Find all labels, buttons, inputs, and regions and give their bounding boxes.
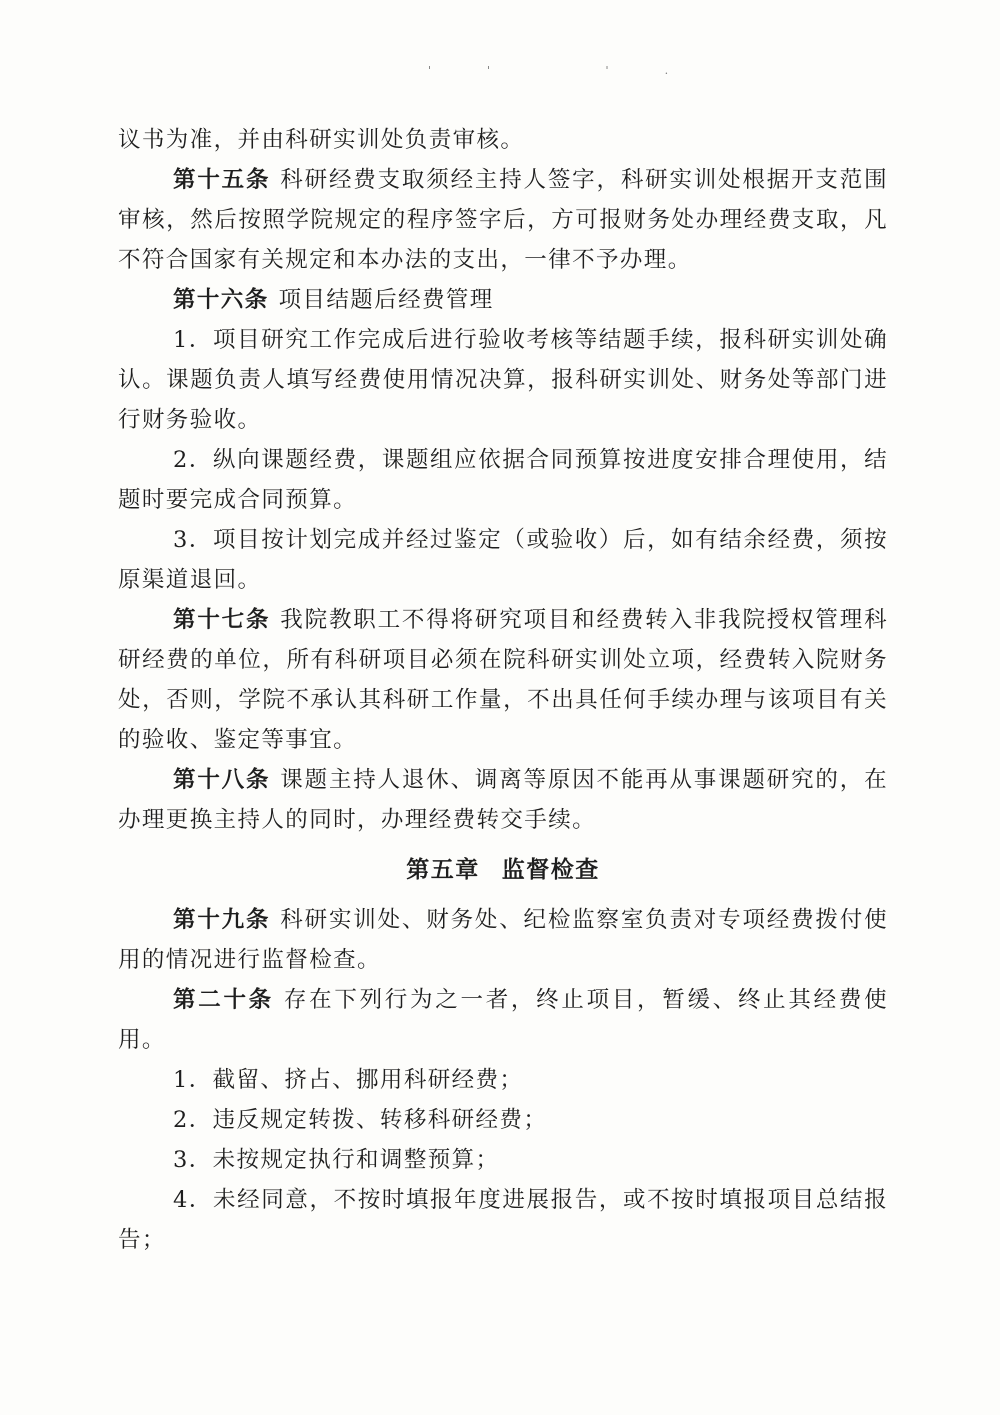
- paragraph-text: 1．截留、挤占、挪用科研经费；: [173, 1067, 524, 1093]
- paragraph-text: 2．违反规定转拨、转移科研经费；: [173, 1107, 548, 1133]
- article-number: 第十七条: [173, 607, 271, 633]
- article-number: 第十九条: [173, 907, 271, 933]
- paragraph: [118, 280, 888, 320]
- chapter-number: 第五章: [406, 856, 480, 883]
- article-number: 第十八条: [173, 767, 271, 793]
- paragraph-text: 科研经费支取须经主持人签字，科研实训处根据开支范围审核，然后按照学院规定的程序签字后，方可报财务处办理经费支取，凡不符合国家有关规定和本办法的支出，一律不予办理。: [118, 167, 888, 273]
- article-number: 第十六条: [173, 287, 269, 313]
- paragraph-group-bottom: [118, 900, 888, 1260]
- paragraph-text: 1．项目研究工作完成后进行验收考核等结题手续，报科研实训处确认。课题负责人填写经费使用情况决算，报科研实训处、财务处等部门进行财务验收。: [118, 327, 888, 433]
- paragraph: [118, 1100, 888, 1140]
- paragraph-text: 2．纵向课题经费，课题组应依据合同预算按进度安排合理使用，结题时要完成合同预算。: [118, 447, 888, 513]
- paragraph: [118, 1140, 888, 1180]
- chapter-heading: [118, 840, 888, 900]
- paragraph: [118, 160, 888, 280]
- paragraph-text: 课题主持人退休、调离等原因不能再从事课题研究的，在办理更换主持人的同时，办理经费转交手续。: [118, 767, 888, 833]
- paragraph-text: 4．未经同意，不按时填报年度进展报告，或不按时填报项目总结报告；: [118, 1187, 888, 1253]
- paragraph-text: 存在下列行为之一者，终止项目，暂缓、终止其经费使用。: [118, 987, 888, 1053]
- chapter-title: 监督检查: [501, 856, 600, 883]
- paragraph-text: 3．未按规定执行和调整预算；: [173, 1147, 500, 1173]
- paragraph-text: 议书为准，并由科研实训处负责审核。: [118, 127, 525, 153]
- paragraph: [118, 1180, 888, 1260]
- article-number: 第十五条: [173, 167, 271, 193]
- paragraph-text: 我院教职工不得将研究项目和经费转入非我院授权管理科研经费的单位，所有科研项目必须在院科研实训处立项，经费转入院财务处，否则，学院不承认其科研工作量，不出具任何手续办理与该项目有关的验收、鉴定等事宜。: [118, 607, 888, 753]
- scan-marks: '' '.: [428, 64, 725, 77]
- article-number: 第二十条: [173, 987, 274, 1013]
- paragraph-group-top: [118, 120, 888, 840]
- paragraph: [118, 320, 888, 440]
- paragraph: [118, 440, 888, 520]
- paragraph-text: 科研实训处、财务处、纪检监察室负责对专项经费拨付使用的情况进行监督检查。: [118, 907, 888, 973]
- paragraph: [118, 520, 888, 600]
- paragraph: [118, 980, 888, 1060]
- paragraph: [118, 600, 888, 760]
- paragraph: [118, 120, 888, 160]
- paragraph-text: 项目结题后经费管理: [278, 287, 494, 313]
- paragraph: [118, 760, 888, 840]
- paragraph: [118, 900, 888, 980]
- document-body: [118, 120, 888, 1260]
- paragraph: [118, 1060, 888, 1100]
- paragraph-text: 3．项目按计划完成并经过鉴定（或验收）后，如有结余经费，须按原渠道退回。: [118, 527, 888, 593]
